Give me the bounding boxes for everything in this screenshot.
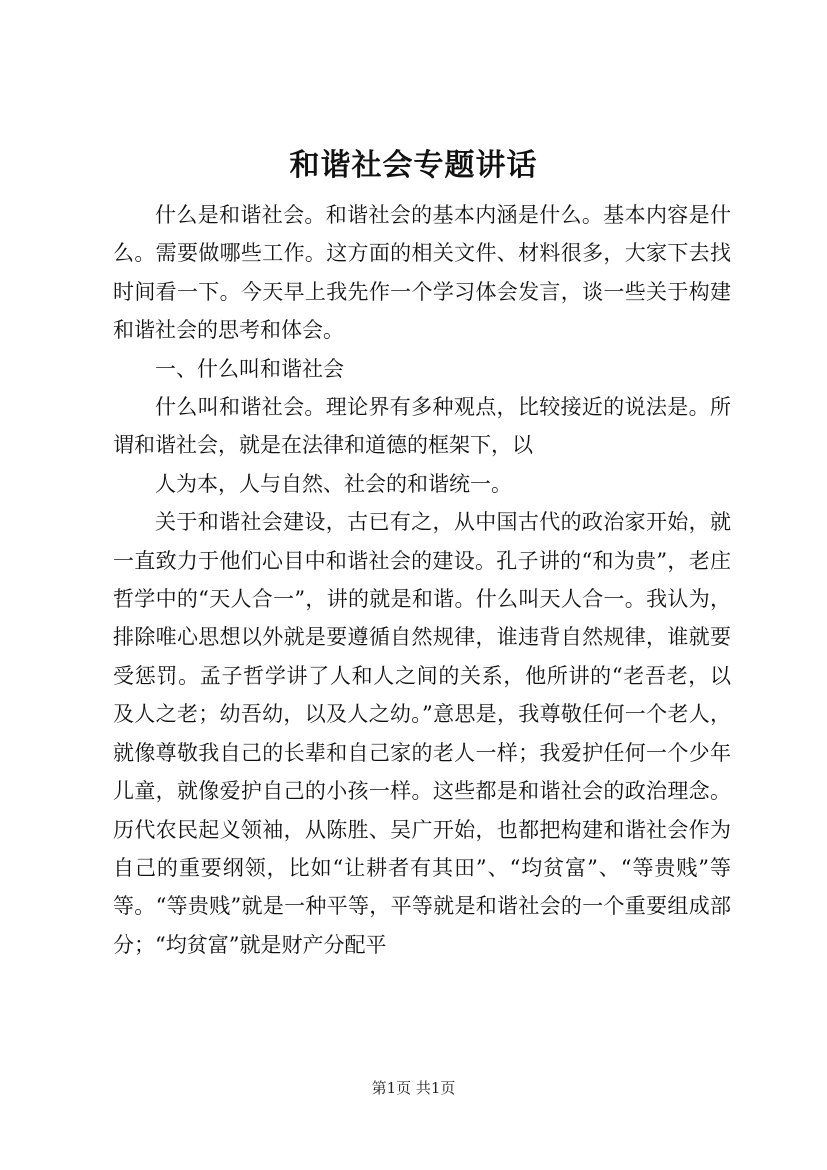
document-body	[113, 196, 731, 964]
paragraph-definition: 什么叫和谐社会。理论界有多种观点，比较接近的说法是。所谓和谐社会，就是在法律和道德的框架下，以	[113, 395, 731, 458]
paragraph-intro: 什么是和谐社会。和谐社会的基本内涵是什么。基本内容是什么。需要做哪些工作。这方面的相关文件、材料很多，大家下去找时间看一下。今天早上我先作一个学习体会发言，谈一些关于构建和谐社会的思考和体会。	[113, 203, 731, 343]
section-heading: 一、什么叫和谐社会	[155, 356, 344, 381]
paragraph-definition-cont: 人为本，人与自然、社会的和谐统一。	[155, 471, 512, 496]
paragraph-history: 关于和谐社会建设，古已有之，从中国古代的政治家开始，就一直致力于他们心目中和谐社会的建设。孔子讲的“和为贵”，老庄哲学中的“天人合一”，讲的就是和谐。什么叫天人合一。我认为，排除唯心思想以外就是要遵循自然规律，谁违背自然规律，谁就要受惩罚。孟子哲学讲了人和人之间的关系，他所讲的“老吾老，以及人之老；幼吾幼，以及人之幼。”意思是，我尊敬任何一个老人，就像尊敬我自己的长辈和自己家的老人一样；我爱护任何一个少年儿童，就像爱护自己的小孩一样。这些都是和谐社会的政治理念。历代农民起义领袖，从陈胜、吴广开始，也都把构建和谐社会作为自己的重要纲领，比如“让耕者有其田”、“均贫富”、“等贵贱”等等。“等贵贱”就是一种平等，平等就是和谐社会的一个重要组成部分；“均贫富”就是财产分配平	[113, 510, 731, 957]
document-title: 和谐社会专题讲话	[289, 148, 538, 183]
page-footer: 第1页 共1页	[371, 1079, 456, 1097]
